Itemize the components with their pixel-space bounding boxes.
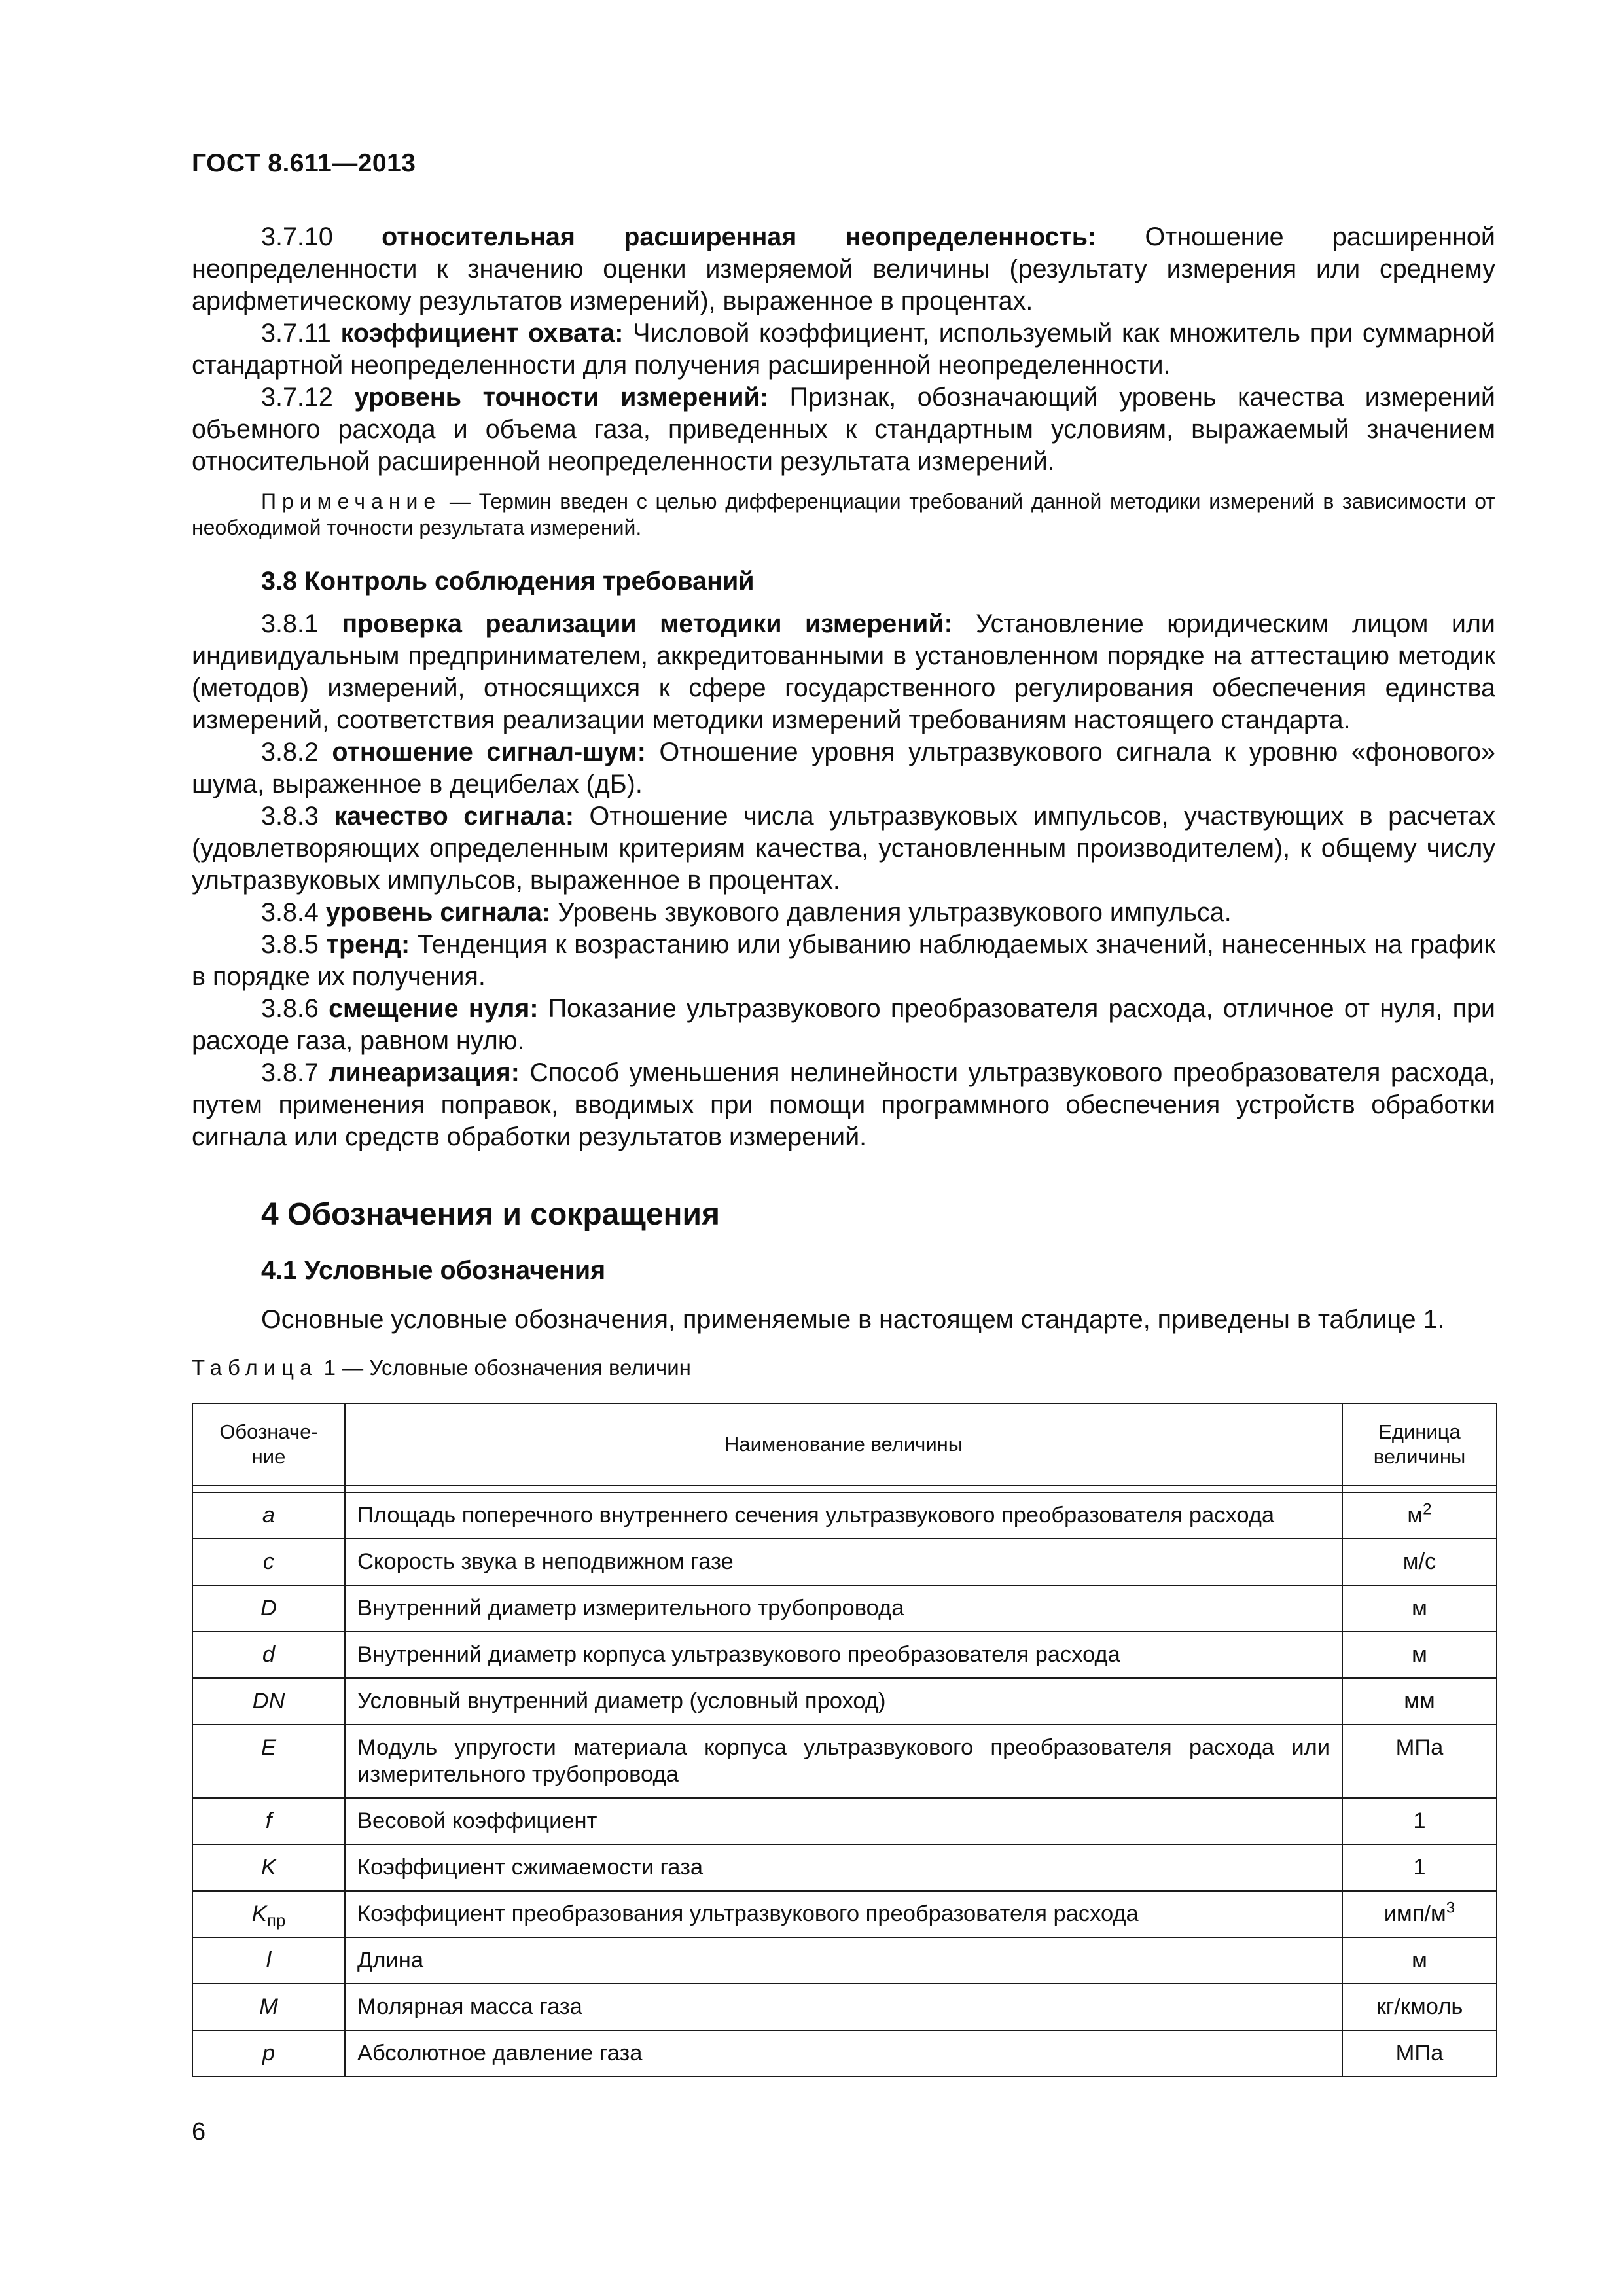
definition-text: Установление юридическим лицом или индивидуальным предпринимателем, аккредитованными в установленном порядке на аттестацию методик (методов) измерений, относящихся к сфере государственного регулирования обеспечения единства измерений, соответствия реализации методики измерений требованиям настоящего стандарта.: [192, 609, 1495, 734]
term: качество сигнала:: [334, 802, 574, 831]
term: линеаризация:: [329, 1058, 520, 1087]
definition-text: Уровень звукового давления ультразвукового импульса.: [558, 898, 1232, 927]
section-3-8-list: [192, 608, 1495, 1153]
clause-number: 3.7.12: [261, 383, 333, 412]
table-row: [192, 1725, 1497, 1798]
table-header-row: [192, 1403, 1497, 1486]
table-row: [192, 1798, 1497, 1844]
page-content: [192, 221, 1495, 2077]
definition-text: Тенденция к возрастанию или убыванию наблюдаемых значений, нанесенных на график в порядке их получения.: [192, 930, 1495, 991]
symbol-cell: p: [192, 2030, 345, 2077]
definition-3-8-5: [192, 929, 1495, 993]
symbol-cell: D: [192, 1585, 345, 1632]
definition-3-8-6: [192, 993, 1495, 1057]
symbol-cell: a: [192, 1492, 345, 1539]
unit-cell: $м^2$: [1342, 1492, 1497, 1539]
symbol-cell: DN: [192, 1678, 345, 1725]
header-name: Наименование величины: [345, 1403, 1342, 1486]
clause-number: 3.7.11: [261, 319, 331, 348]
description-cell: Внутренний диаметр корпуса ультразвукового преобразователя расхода: [345, 1632, 1342, 1678]
table-row: [192, 1539, 1497, 1585]
description-cell: Коэффициент сжимаемости газа: [345, 1844, 1342, 1891]
unit-cell: 1: [1342, 1844, 1497, 1891]
note: [192, 488, 1495, 541]
section-4-intro: Основные условные обозначения, применяемые в настоящем стандарте, приведены в таблице 1.: [261, 1305, 1445, 1334]
unit-cell: имп/$м^3$: [1342, 1891, 1497, 1937]
clause-number: 3.8.6: [261, 994, 319, 1023]
symbol-cell: M: [192, 1984, 345, 2030]
definition-text: Признак, обозначающий уровень качества измерений объемного расхода и объема газа, приведенных к стандартным условиям, выражаемый значением относительной расширенной неопределенности результата измерений.: [192, 383, 1495, 476]
document-header: ГОСТ 8.611—2013: [192, 149, 416, 177]
table-row: [192, 1937, 1497, 1984]
definition-3-7-11: [192, 317, 1495, 382]
clause-number: 3.8.2: [261, 738, 319, 766]
clause-number: 3.8.1: [261, 609, 319, 638]
definition-text: Способ уменьшения нелинейности ультразвукового преобразователя расхода, путем применения поправок, вводимых при помощи программного обеспечения устройств обработки сигнала или средств обработки результатов измерений.: [192, 1058, 1496, 1151]
table-caption-label: Таблица: [192, 1355, 318, 1380]
table-row: [192, 1891, 1497, 1937]
header-symbol: Обозначе- ние: [192, 1403, 345, 1486]
unit-cell: МПа: [1342, 1725, 1497, 1798]
unit-cell: 1: [1342, 1798, 1497, 1844]
clause-number: 3.8.7: [261, 1058, 319, 1087]
definition-3-7-12: [192, 382, 1495, 478]
section-4-1-heading: 4.1 Условные обозначения: [261, 1256, 606, 1285]
symbols-table: [192, 1403, 1497, 2077]
description-cell: Коэффициент преобразования ультразвукового преобразователя расхода: [345, 1891, 1342, 1937]
definition-3-8-2: [192, 736, 1495, 800]
unit-cell: мм: [1342, 1678, 1497, 1725]
description-cell: Модуль упругости материала корпуса ультразвукового преобразователя расхода или измерительного трубопровода: [345, 1725, 1342, 1798]
clause-number: 3.8.4: [261, 898, 319, 927]
description-cell: Условный внутренний диаметр (условный проход): [345, 1678, 1342, 1725]
header-unit: Единица величины: [1342, 1403, 1497, 1486]
symbol-cell: c: [192, 1539, 345, 1585]
table-row: [192, 1492, 1497, 1539]
note-text: — Термин введен с целью дифференциации требований данной методики измерений в зависимости от необходимой точности результата измерений.: [192, 490, 1496, 539]
symbol-cell: K: [192, 1844, 345, 1891]
clause-number: 3.7.10: [261, 223, 333, 251]
table-caption: [192, 1355, 1495, 1380]
description-cell: Молярная масса газа: [345, 1984, 1342, 2030]
symbol-cell: $K_{пр}$: [192, 1891, 345, 1937]
page-number: 6: [192, 2118, 206, 2145]
definition-3-8-3: [192, 800, 1495, 897]
description-cell: Весовой коэффициент: [345, 1798, 1342, 1844]
term: смещение нуля:: [329, 994, 539, 1023]
section-4-heading: 4 Обозначения и сокращения: [261, 1197, 721, 1232]
term: уровень сигнала:: [325, 898, 551, 927]
definition-text: Показание ультразвукового преобразователя расхода, отличное от нуля, при расходе газа, равном нулю.: [192, 994, 1495, 1055]
definition-3-8-7: [192, 1057, 1495, 1153]
section-3-7-list: [192, 221, 1495, 478]
table-row: [192, 1585, 1497, 1632]
symbol-cell: f: [192, 1798, 345, 1844]
description-cell: Внутренний диаметр измерительного трубопровода: [345, 1585, 1342, 1632]
table-row: [192, 2030, 1497, 2077]
definition-text: Числовой коэффициент, используемый как множитель при суммарной стандартной неопределенности для получения расширенной неопределенности.: [192, 319, 1495, 380]
term: коэффициент охвата:: [340, 319, 624, 348]
definition-text: Отношение числа ультразвуковых импульсов, участвующих в расчетах (удовлетворяющих определенным критериям качества, установленным производителем), к общему числу ультразвуковых импульсов, выраженное в процентах.: [192, 802, 1495, 895]
definition-text: Отношение расширенной неопределенности к значению оценки измеряемой величины (результату измерения или среднему арифметическому результатов измерений), выраженное в процентах.: [192, 223, 1495, 315]
table-row: [192, 1844, 1497, 1891]
symbol-cell: E: [192, 1725, 345, 1798]
table-row: [192, 1678, 1497, 1725]
term: проверка реализации методики измерений:: [342, 609, 953, 638]
symbol-cell: d: [192, 1632, 345, 1678]
description-cell: Скорость звука в неподвижном газе: [345, 1539, 1342, 1585]
definition-3-8-4: [192, 897, 1495, 929]
symbol-cell: l: [192, 1937, 345, 1984]
table-caption-text: 1 — Условные обозначения величин: [323, 1355, 691, 1380]
clause-number: 3.8.5: [261, 930, 319, 959]
definition-3-8-1: [192, 608, 1495, 736]
unit-cell: м: [1342, 1585, 1497, 1632]
unit-cell: МПа: [1342, 2030, 1497, 2077]
table-row: [192, 1984, 1497, 2030]
definition-3-7-10: [192, 221, 1495, 317]
term: отношение сигнал-шум:: [332, 738, 646, 766]
description-cell: Абсолютное давление газа: [345, 2030, 1342, 2077]
unit-cell: м: [1342, 1632, 1497, 1678]
unit-cell: кг/кмоль: [1342, 1984, 1497, 2030]
term: уровень точности измерений:: [354, 383, 768, 412]
unit-cell: м: [1342, 1937, 1497, 1984]
clause-number: 3.8.3: [261, 802, 319, 831]
term: тренд:: [326, 930, 410, 959]
term: относительная расширенная неопределенность:: [382, 223, 1097, 251]
table-row: [192, 1632, 1497, 1678]
description-cell: Площадь поперечного внутреннего сечения ультразвукового преобразователя расхода: [345, 1492, 1342, 1539]
unit-cell: м/с: [1342, 1539, 1497, 1585]
header-separator: [192, 1486, 1497, 1492]
section-3-8-heading: 3.8 Контроль соблюдения требований: [261, 567, 755, 596]
note-label: Примечание: [261, 490, 442, 513]
description-cell: Длина: [345, 1937, 1342, 1984]
definition-text: Отношение уровня ультразвукового сигнала к уровню «фонового» шума, выраженное в децибелах (дБ).: [192, 738, 1495, 798]
